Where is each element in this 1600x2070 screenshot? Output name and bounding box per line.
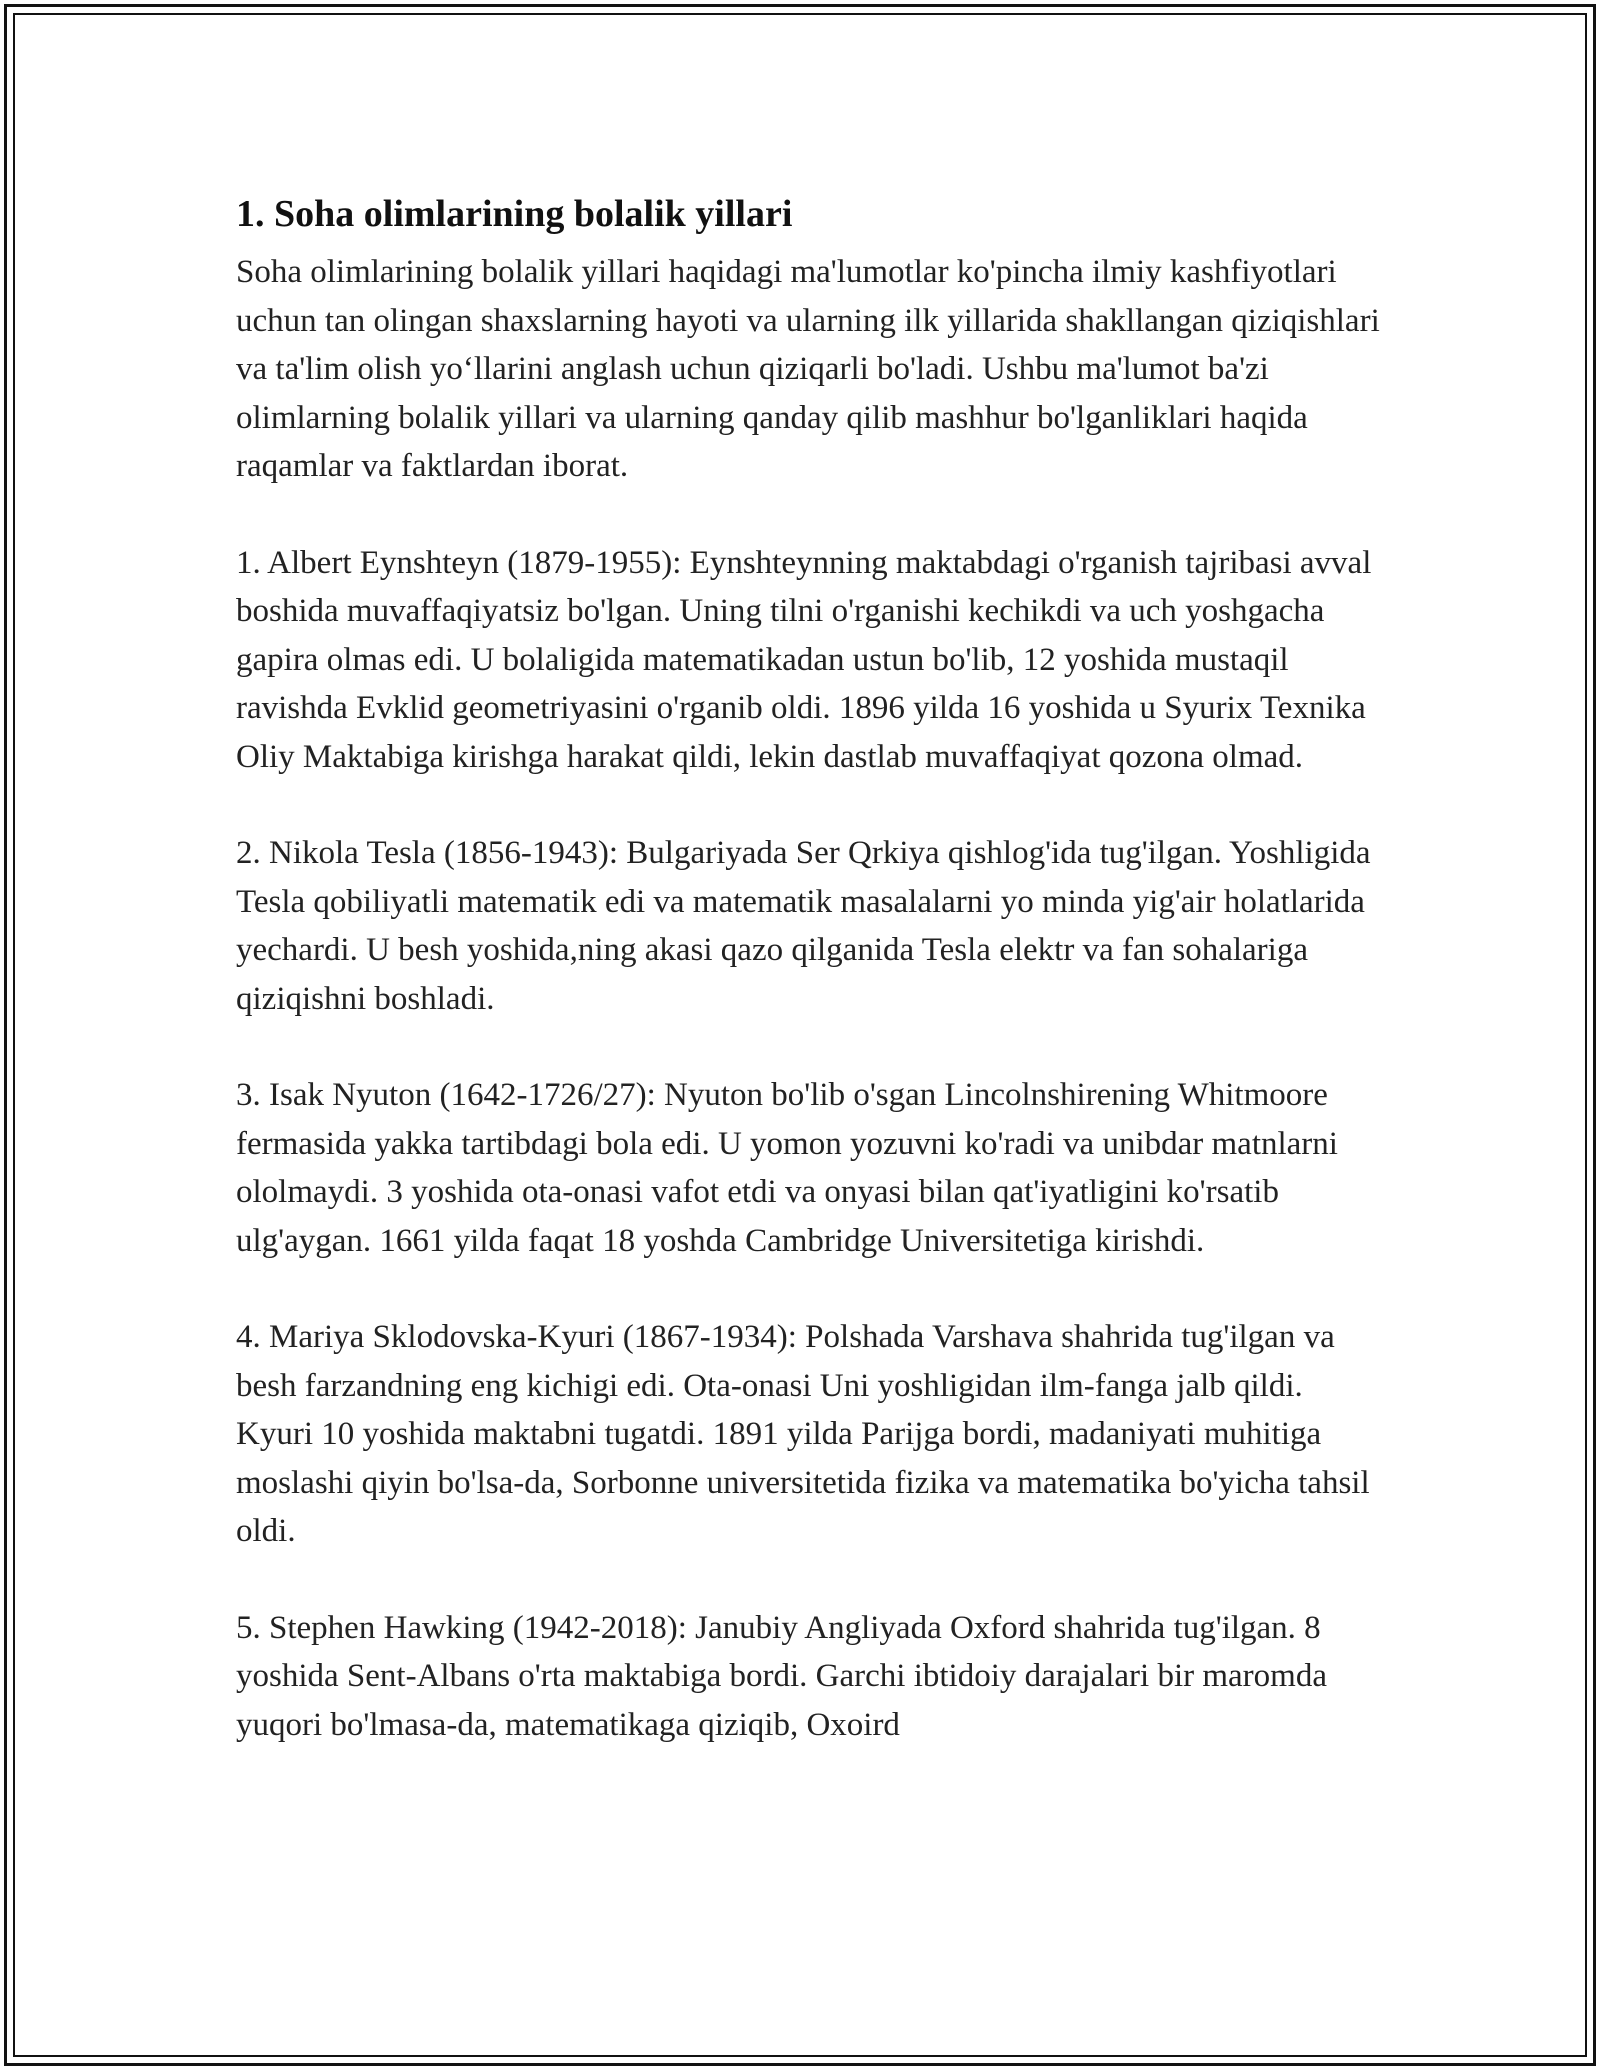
paragraph-curie: 4. Mariya Sklodovska-Kyuri (1867-1934): Polshada Varshava shahrida tug'ilgan va besh farzandning eng kichigi edi. Ota-onasi Uni yoshligidan ilm-fanga jalb qildi. Kyuri 10 yoshida maktabni tugatdi. 1891 yilda Parijga bordi, madaniyati muhitiga moslashi qiyin bo'lsa-da, Sorbonne universitetida fizika va matematika bo'yicha tahsil oldi. [236,1319,1370,1549]
document-body [236,188,1386,1797]
paragraph-hawking: 5. Stephen Hawking (1942-2018): Janubiy Angliyada Oxford shahrida tug'ilgan. 8 yoshida Sent-Albans o'rta maktabiga bordi. Garchi ibtidoiy darajalari bir maromda yuqori bo'lmasa-da, matematikaga qiziqib, Oxoird [236,1609,1327,1743]
paragraph-einstein: 1. Albert Eynshteyn (1879-1955): Eynshteynning maktabdagi o'rganish tajribasi avval boshida muvaffaqiyatsiz bo'lgan. Uning tilni o'rganishi kechikdi va uch yoshgacha gapira olmas edi. U bolaligida matematikadan ustun bo'lib, 12 yoshida mustaqil ravishda Evklid geometriyasini o'rganib oldi. 1896 yilda 16 yoshida u Syurix Texnika Oliy Maktabiga kirishga harakat qildi, lekin dastlab muvaffaqiyat qozona olmad. [236,544,1372,775]
intro-paragraph: Soha olimlarining bolalik yillari haqidagi ma'lumotlar ko'pincha ilmiy kashfiyotlari uchun tan olingan shaxslarning hayoti va ularning ilk yillarida shakllangan qiziqishlari va ta'lim olish yo‘llarini anglash uchun qiziqarli bo'ladi. Ushbu ma'lumot ba'zi olimlarning bolalik yillari va ularning qanday qilib mashhur bo'lganliklari haqida raqamlar va faktlardan iborat. [236,254,1380,484]
paragraph-tesla: 2. Nikola Tesla (1856-1943): Bulgariyada Ser Qrkiya qishlog'ida tug'ilgan. Yoshligida Tesla qobiliyatli matematik edi va matematik masalalarni yo minda yig'air holatlarida yechardi. U besh yoshida,ning akasi qazo qilganida Tesla elektr va fan sohalariga qiziqishni boshladi. [236,835,1371,1017]
paragraph-newton: 3. Isak Nyuton (1642-1726/27): Nyuton bo'lib o'sgan Lincolnshirening Whitmoore fermasida yakka tartibdagi bola edi. U yomon yozuvni ko'radi va unibdar matnlarni ololmaydi. 3 yoshida ota-onasi vafot etdi va onyasi bilan qat'iyatligini ko'rsatib ulg'aygan. 1661 yilda faqat 18 yoshda Cambridge Universitetiga kirishdi. [236,1077,1338,1259]
section-heading: 1. Soha olimlarining bolalik yillari [236,193,793,235]
